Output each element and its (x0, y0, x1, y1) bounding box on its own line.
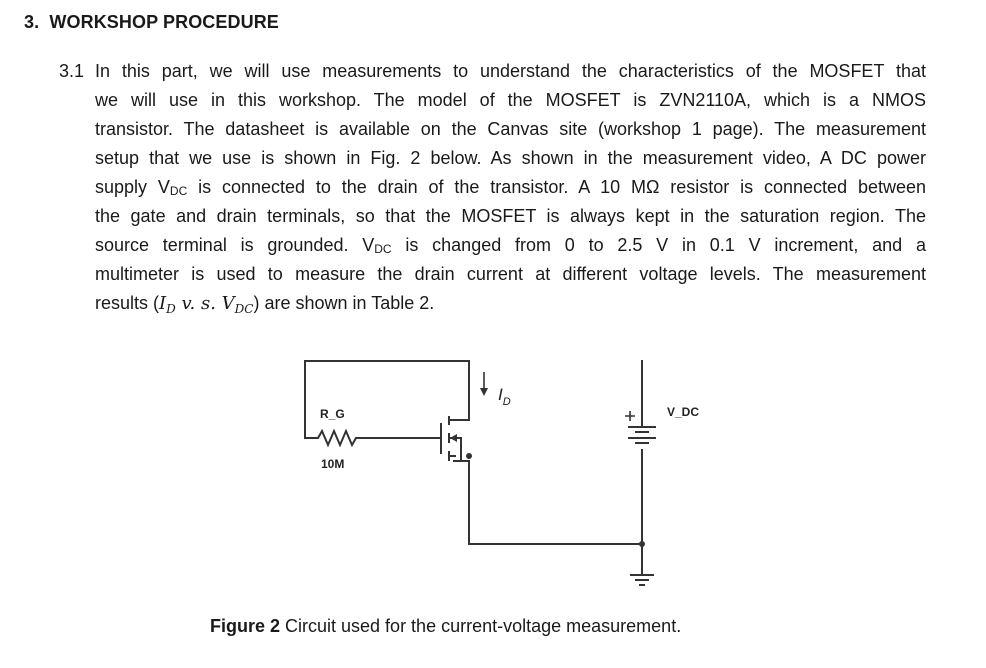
source-plus-sign: + (624, 420, 625, 421)
math-var: I (159, 293, 167, 314)
math-subscript: D (166, 302, 176, 316)
subscript-dc: DC (169, 184, 188, 198)
paragraph-line: the gate and drain terminals, so that the MOSFET is always kept in the saturation region. The (95, 206, 926, 226)
source-name: V_DC (667, 405, 700, 419)
text-run: results ( (95, 293, 160, 313)
junction-dot (466, 453, 472, 459)
resistor-value: 10M (321, 457, 345, 471)
section-number: 3. (24, 12, 40, 32)
junction-dot (639, 541, 645, 547)
paragraph-line: we will use in this workshop. The model of the MOSFET is ZVN2110A, which is a NMOS (95, 90, 926, 110)
text-run: supply V (95, 177, 170, 197)
section-title: WORKSHOP PROCEDURE (49, 12, 279, 32)
math-subscript: DC (234, 302, 254, 316)
dc-source-symbol (628, 427, 656, 443)
mosfet-body-arrow (450, 434, 457, 442)
figure-label: Figure 2 (210, 616, 281, 636)
wire-drain (454, 361, 469, 420)
source-pos-marker (625, 411, 635, 421)
math-var: v. s. V (175, 293, 235, 314)
paragraph-number: 3.1 (59, 61, 85, 81)
paragraph-line: setup that we use is shown in Fig. 2 below. As shown in the measurement video, A DC power (95, 148, 926, 168)
paragraph-line: multimeter is used to measure the drain current at different voltage levels. The measurement (95, 264, 926, 284)
channel-body-link (449, 438, 461, 461)
current-label (498, 385, 511, 408)
subscript-dc: DC (374, 242, 392, 256)
figure-caption (210, 616, 681, 637)
current-arrow-head (480, 388, 488, 396)
text-run: is connected to the drain of the transistor. A 10 MΩ resistor is connected between (187, 177, 926, 197)
text-run: is changed from 0 to 2.5 V in 0.1 V increment, and a (391, 235, 926, 255)
ground-symbol (630, 575, 654, 585)
resistor-zigzag (305, 431, 365, 445)
resistor-name: R_G (320, 407, 345, 421)
paragraph-line: transistor. The datasheet is available on the Canvas site (workshop 1 page). The measurement (95, 119, 926, 139)
figure-caption-text: Circuit used for the current-voltage measurement. (280, 616, 682, 636)
text-run: ) are shown in Table 2. (253, 293, 435, 313)
current-label-i: I (498, 385, 503, 404)
wire-source (454, 461, 642, 544)
text-run: source terminal is grounded. V (95, 235, 375, 255)
current-label-sub: D (502, 396, 511, 408)
paragraph-line: In this part, we will use measurements to understand the characteristics of the MOSFET that (95, 61, 926, 81)
